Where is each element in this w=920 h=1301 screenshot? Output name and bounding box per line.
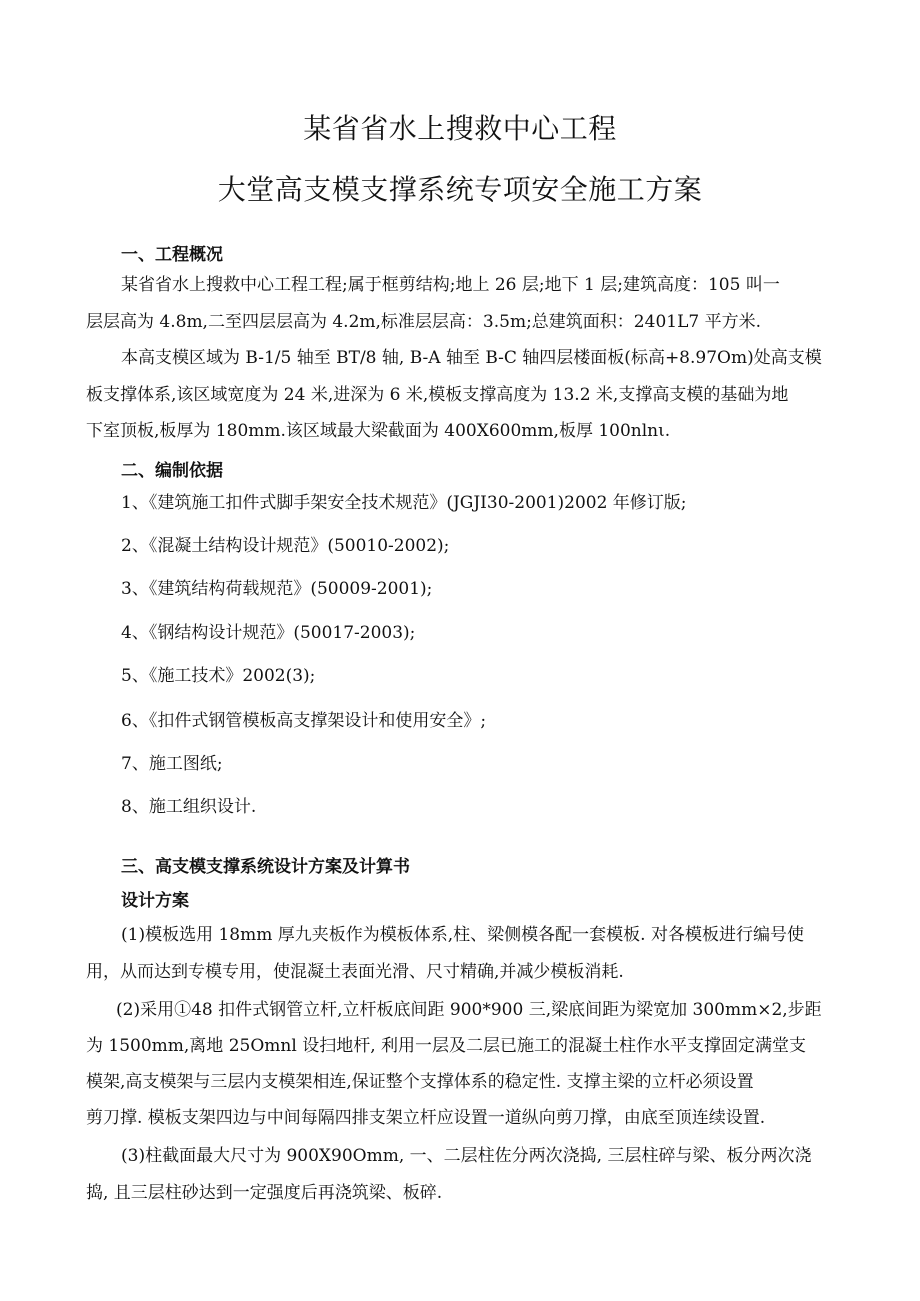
reference-item-8: 8、施工组织设计. <box>121 797 257 817</box>
section-1-para-2-line-3: 下室顶板,板厚为 180mm.该区域最大梁截面为 400X600mm,板厚 100nlnι. <box>86 421 671 441</box>
reference-item-6: 6、《扣件式钢管模板高支撑架设计和使用安全》; <box>121 711 487 731</box>
reference-item-4: 4、《钢结构设计规范》(50017-2003); <box>121 623 416 643</box>
reference-item-7: 7、施工图纸; <box>121 754 223 774</box>
section-1-para-2-line-1: 本高支模区域为 B-1/5 轴至 BT/8 轴, B-A 轴至 B-C 轴四层楼面板(标高+8.97Om)处高支模 <box>121 348 822 368</box>
reference-item-5: 5、《施工技术》2002(3); <box>121 666 316 686</box>
document-title-line-1: 某省省水上搜救中心工程 <box>303 112 617 145</box>
scheme-para-2-line-1: (2)采用①48 扣件式钢管立杆,立杆板底间距 900*900 三,梁底间距为梁宽加 300mm×2,步距 <box>116 1000 822 1020</box>
scheme-para-1-line-1: (1)模板选用 18mm 厚九夹板作为模板体系,柱、梁侧模各配一套模板. 对各模板进行编号使 <box>121 925 804 945</box>
section-1-para-1-line-2: 层层高为 4.8m,二至四层层高为 4.2m,标准层层高：3.5m;总建筑面积：2401L7 平方米. <box>86 312 761 332</box>
document-title-line-2: 大堂高支模支撑系统专项安全施工方案 <box>217 173 703 206</box>
reference-item-3: 3、《建筑结构荷载规范》(50009-2001); <box>121 579 433 599</box>
scheme-para-1-line-2: 用，从而达到专模专用，使混凝土表面光滑、尺寸精确,并减少模板消耗. <box>86 962 624 982</box>
scheme-para-2-line-2: 为 1500mm,离地 25Omnl 设扫地杆, 利用一层及二层已施工的混凝土柱作水平支撑固定满堂支 <box>86 1036 806 1056</box>
section-1-para-2-line-2: 板支撑体系,该区域宽度为 24 米,进深为 6 米,模板支撑高度为 13.2 米,支撑高支模的基础为地 <box>86 385 789 405</box>
scheme-para-2-line-3: 模架,高支模架与三层内支模架相连,保证整个支撑体系的稳定性. 支撑主梁的立杆必须设置 <box>86 1072 754 1092</box>
section-2-heading: 二、编制依据 <box>121 461 223 481</box>
section-1-para-1-line-1: 某省省水上搜救中心工程工程;属于框剪结构;地上 26 层;地下 1 层;建筑高度：105 叫一 <box>121 275 780 295</box>
section-1-heading: 一、工程概况 <box>121 245 223 265</box>
scheme-para-2-line-4: 剪刀撑. 模板支架四边与中间每隔四排支架立杆应设置一道纵向剪刀撑，由底至顶连续设置. <box>86 1108 766 1128</box>
section-3-heading: 三、高支模支撑系统设计方案及计算书 <box>121 857 410 877</box>
scheme-para-3-line-2: 捣, 且三层柱砂达到一定强度后再浇筑梁、板碎. <box>86 1183 443 1203</box>
reference-item-1: 1、《建筑施工扣件式脚手架安全技术规范》(JGJI30-2001)2002 年修订版; <box>121 493 687 513</box>
scheme-para-3-line-1: (3)柱截面最大尺寸为 900X90Omm, 一、二层柱佐分两次浇捣, 三层柱碎与梁、板分两次浇 <box>121 1146 812 1166</box>
design-scheme-subheading: 设计方案 <box>121 891 189 911</box>
reference-item-2: 2、《混凝土结构设计规范》(50010-2002); <box>121 536 450 556</box>
